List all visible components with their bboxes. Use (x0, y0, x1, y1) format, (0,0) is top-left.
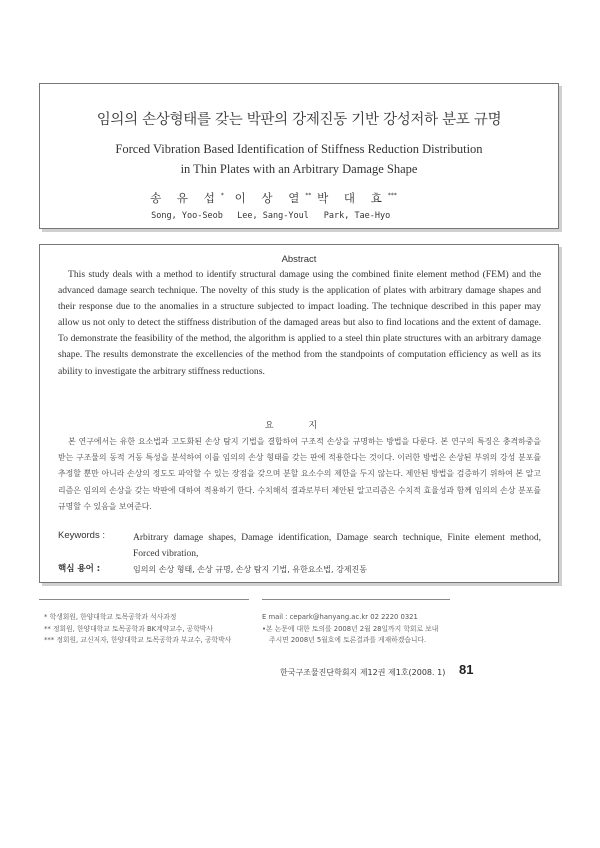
author-3-english: Park, Tae-Hyo (323, 211, 391, 221)
footnote-rule-left (39, 599, 249, 600)
footnote-discussion-1: •본 논문에 대한 토의를 2008년 2월 28일까지 학회로 보내 (262, 624, 439, 633)
keywords-label: Keywords : (58, 530, 105, 541)
page-number: 81 (459, 662, 474, 677)
korean-keywords-value: 임의의 손상 형태, 손상 규명, 손상 탐지 기법, 유한요소법, 강제진동 (133, 565, 367, 574)
abstract-heading: Abstract (281, 254, 317, 265)
footnote-3: *** 정회원, 교신저자, 한양대학교 토목공학과 부교수, 공학박사 (44, 636, 232, 644)
english-title-line2: in Thin Plates with an Arbitrary Damage Shape (180, 162, 418, 176)
author-2-korean: 이 상 열 (234, 191, 306, 205)
english-title-line1: Forced Vibration Based Identification of Stiffness Reduction Distribution (115, 142, 483, 156)
abstract-text: This study deals with a method to identify structural damage using the combined finite element method (FEM) and the advanced damage search technique. The novelty of this study is the application of plates with arbitrary damage shapes and their response due to the anomalies in a structure subjected to impact loading. The technique described in this paper may allow us not only to detect the stiffness distribution of the damaged areas but also to find locations and the extent of damage. To demonstrate the feasibility of the method, the algorithm is applied to a steel thin plate structures with an arbitrary damage shape. The results demonstrate the excellencies of the method from the standpoints of computation efficiency as well as its ability to investigate the arbitrary stiffness reductions. (58, 269, 541, 377)
korean-abstract-heading: 요 지 (264, 421, 334, 431)
footnote-rule-right (262, 599, 450, 600)
title-box (39, 83, 559, 229)
footnotes-left (44, 612, 231, 647)
korean-title: 임의의 손상형태를 갖는 박판의 강제진동 기반 강성저하 분포 규명 (96, 112, 502, 128)
footnote-1: * 학생회원, 한양대학교 토목공학과 석사과정 (44, 613, 177, 621)
author-1-korean: 송 유 섭 (150, 191, 221, 205)
korean-abstract-text: 본 연구에서는 유한 요소법과 고도화된 손상 탐지 기법을 결합하여 구조적 손상을 규명하는 방법을 다룬다. 본 연구의 특징은 충격하중을 받는 구조물의 동적 거동 특성을 분석하여 이를 임의의 손상 형태를 갖는 판에 적용한다는 것이다. 이러한 방법은 손상된 부위의 강성 분포를 추정할 뿐만 아니라 손상의 정도도 파악할 수 있는 장점을 갖으며 분할 요소수의 제한을 두지 않는다. 제안된 방법을 검증하기 위하여 본 알고리즘은 임의의 손상을 갖는 박판에 대하여 적용하기 한다. 수치해석 결과로부터 제안된 알고리즘은 수치적 효율성과 함께 임의의 손상 분포를 규명할 수 있음을 보여준다. (58, 437, 541, 511)
footnote-email: E mail : cepark@hanyang.ac.kr 02 2220 0321 (262, 613, 418, 621)
footnote-discussion-2: 주시면 2008년 5월호에 토론결과를 게재하겠습니다. (269, 636, 427, 644)
author-1-mark: * (220, 192, 224, 200)
footnotes-right (262, 612, 438, 647)
footnote-2: ** 정회원, 한양대학교 토목공학과 BK계약교수, 공학박사 (44, 624, 213, 633)
english-title (40, 139, 558, 179)
author-list (40, 190, 558, 230)
author-3 (302, 190, 412, 221)
author-1-english: Song, Yoo-Seob (151, 211, 223, 221)
korean-keywords-label: 핵심 용어 : (58, 564, 101, 574)
author-3-korean: 박 대 효 (317, 191, 388, 205)
author-2-mark: ** (305, 192, 312, 200)
author-2-english: Lee, Sang-Youl (237, 211, 309, 221)
journal-info: 한국구조물진단학회지 제12권 제1호(2008. 1) (280, 668, 446, 677)
author-3-mark: *** (387, 192, 397, 200)
keywords-value: Arbitrary damage shapes, Damage identification, Damage search technique, Finite element method, Forced vibration, (133, 533, 541, 559)
abstract-box (39, 244, 559, 583)
